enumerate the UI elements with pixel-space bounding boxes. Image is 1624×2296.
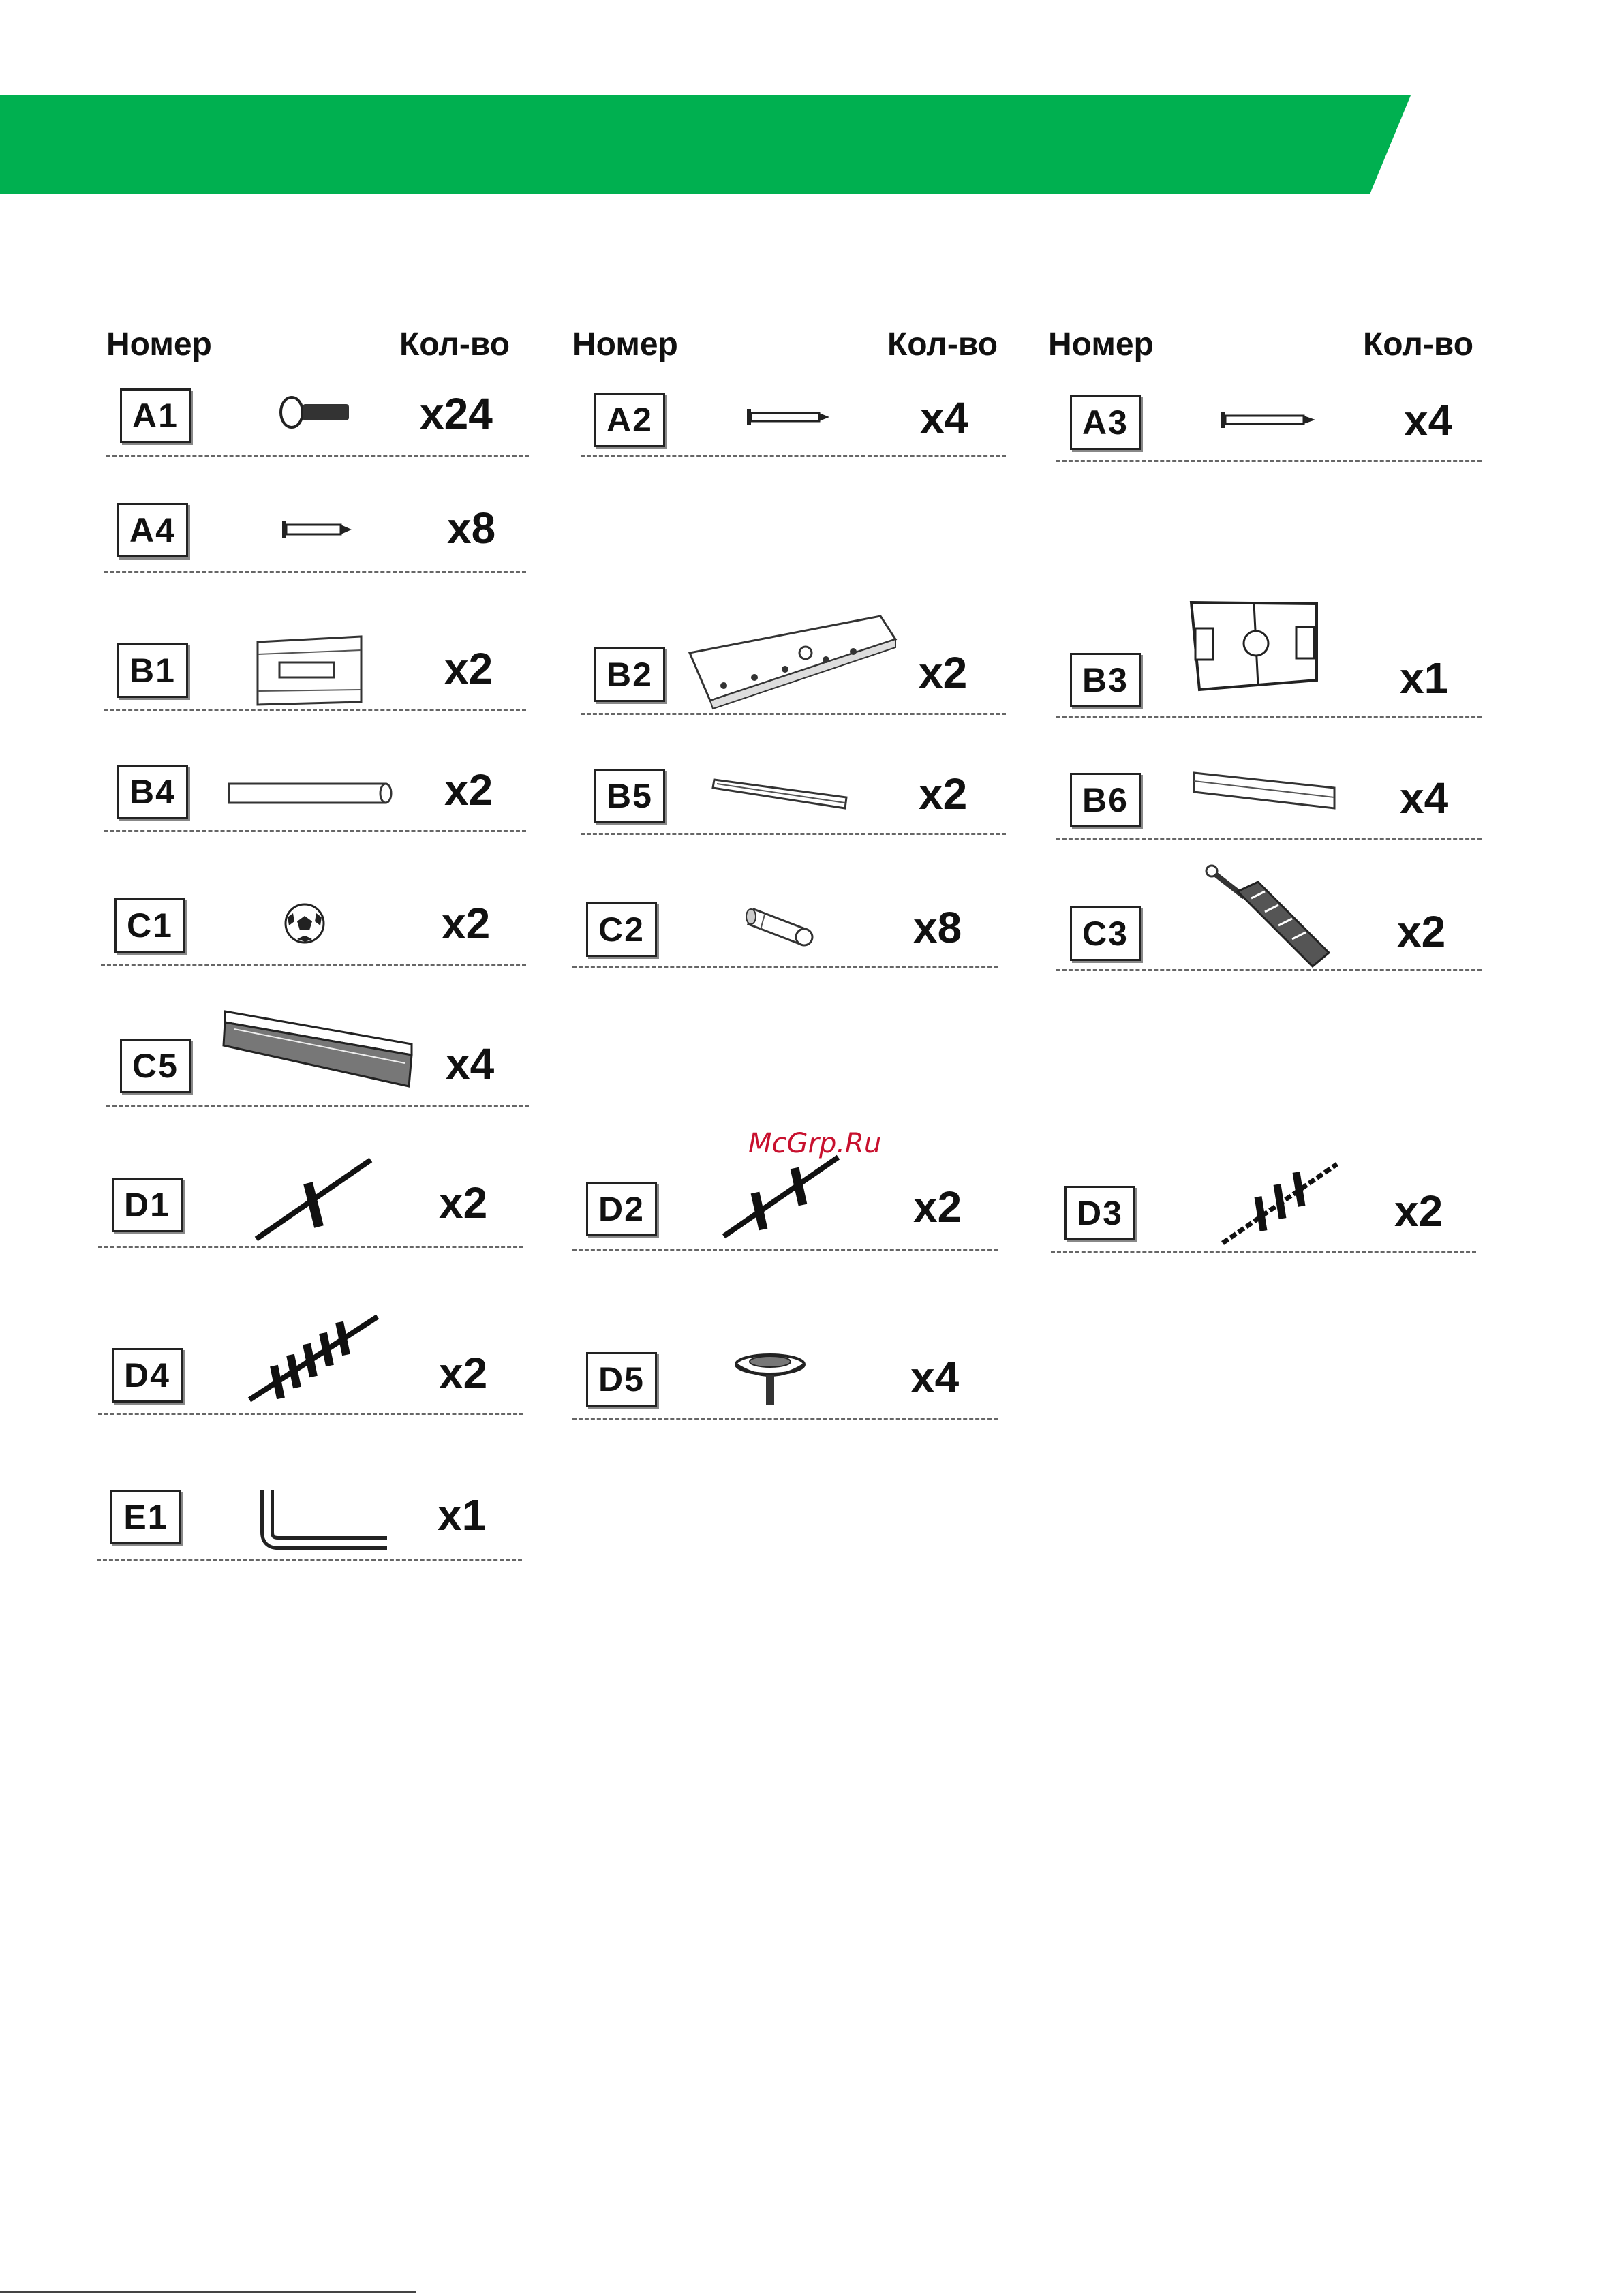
part-code: B5 xyxy=(594,769,665,823)
divider xyxy=(98,1413,523,1415)
cylinder-peg-icon xyxy=(744,900,819,954)
part-code: B4 xyxy=(117,765,188,819)
part-qty: x4 xyxy=(920,393,969,442)
part-code: B2 xyxy=(594,647,665,702)
end-panel-icon xyxy=(252,628,368,710)
part-qty: x4 xyxy=(446,1039,495,1088)
column-header-qty-1: Кол-во xyxy=(399,326,510,363)
part-qty: x2 xyxy=(444,644,493,693)
part-qty: x1 xyxy=(438,1490,487,1540)
part-code: D5 xyxy=(586,1352,657,1407)
part-qty: x4 xyxy=(1404,396,1453,445)
square-beam-icon xyxy=(1190,767,1340,822)
divider xyxy=(1056,838,1482,840)
angle-rail-icon xyxy=(221,1005,418,1100)
screw-icon xyxy=(744,405,833,432)
perforated-panel-icon xyxy=(683,612,901,714)
part-code: D4 xyxy=(112,1348,183,1403)
part-code: B1 xyxy=(117,643,188,698)
header-banner xyxy=(0,95,1411,194)
rod-one-player-icon xyxy=(252,1156,375,1244)
rod-two-players-icon xyxy=(720,1153,842,1242)
divider xyxy=(104,830,526,832)
part-code: A3 xyxy=(1070,395,1141,450)
divider xyxy=(104,709,526,711)
part-qty: x4 xyxy=(910,1353,960,1402)
divider xyxy=(97,1559,522,1561)
part-code: E1 xyxy=(110,1490,181,1544)
footer-rule xyxy=(0,2291,416,2293)
part-code: C1 xyxy=(114,898,185,953)
part-code: A4 xyxy=(117,503,188,557)
football-field-board-icon xyxy=(1186,598,1322,694)
long-bar-icon xyxy=(226,778,397,812)
part-qty: x2 xyxy=(1397,907,1446,956)
screw-icon xyxy=(1219,408,1321,435)
part-code: A2 xyxy=(594,393,665,447)
part-code: C2 xyxy=(586,902,657,957)
column-header-qty-2: Кол-во xyxy=(887,326,998,363)
divider xyxy=(572,966,998,968)
leveling-foot-icon xyxy=(731,1348,812,1409)
part-qty: x2 xyxy=(439,1349,488,1398)
handle-grip-icon xyxy=(1204,864,1333,980)
divider xyxy=(101,964,526,966)
short-screw-icon xyxy=(281,517,356,544)
column-header-number-3: Номер xyxy=(1048,326,1154,363)
hex-key-icon xyxy=(254,1484,390,1550)
part-code: C3 xyxy=(1070,906,1141,961)
divider xyxy=(581,713,1006,715)
thin-rail-icon xyxy=(710,776,853,816)
divider xyxy=(98,1246,523,1248)
column-header-number-2: Номер xyxy=(572,326,678,363)
part-code: D2 xyxy=(586,1182,657,1236)
part-qty: x2 xyxy=(444,765,493,814)
part-qty: x4 xyxy=(1400,774,1449,823)
divider xyxy=(106,1105,529,1107)
part-qty: x1 xyxy=(1400,654,1449,703)
part-code: D1 xyxy=(112,1178,183,1232)
column-header-number-1: Номер xyxy=(106,326,212,363)
part-code: C5 xyxy=(120,1039,191,1093)
divider xyxy=(1056,460,1482,462)
column-header-qty-3: Кол-во xyxy=(1363,326,1474,363)
bolt-icon xyxy=(277,395,352,429)
divider xyxy=(1051,1251,1476,1253)
divider xyxy=(581,833,1006,835)
part-qty: x2 xyxy=(919,769,968,818)
divider xyxy=(581,455,1006,457)
rod-three-players-icon xyxy=(1219,1160,1341,1249)
divider xyxy=(1056,716,1482,718)
part-qty: x24 xyxy=(420,389,493,438)
part-qty: x2 xyxy=(919,648,968,697)
divider xyxy=(572,1418,998,1420)
part-qty: x8 xyxy=(447,504,496,553)
part-qty: x2 xyxy=(439,1178,488,1227)
part-qty: x2 xyxy=(1394,1187,1443,1236)
part-code: D3 xyxy=(1064,1186,1135,1240)
part-code: B3 xyxy=(1070,653,1141,707)
divider xyxy=(1056,969,1482,971)
part-qty: x8 xyxy=(913,903,962,952)
part-qty: x2 xyxy=(442,899,491,948)
rod-five-players-icon xyxy=(245,1310,382,1405)
divider xyxy=(104,571,526,573)
watermark: McGrp.Ru xyxy=(748,1128,882,1159)
divider xyxy=(106,455,529,457)
part-code: B6 xyxy=(1070,773,1141,827)
part-code: A1 xyxy=(120,388,191,443)
soccer-ball-icon xyxy=(282,901,327,946)
part-qty: x2 xyxy=(913,1182,962,1231)
divider xyxy=(572,1249,998,1251)
